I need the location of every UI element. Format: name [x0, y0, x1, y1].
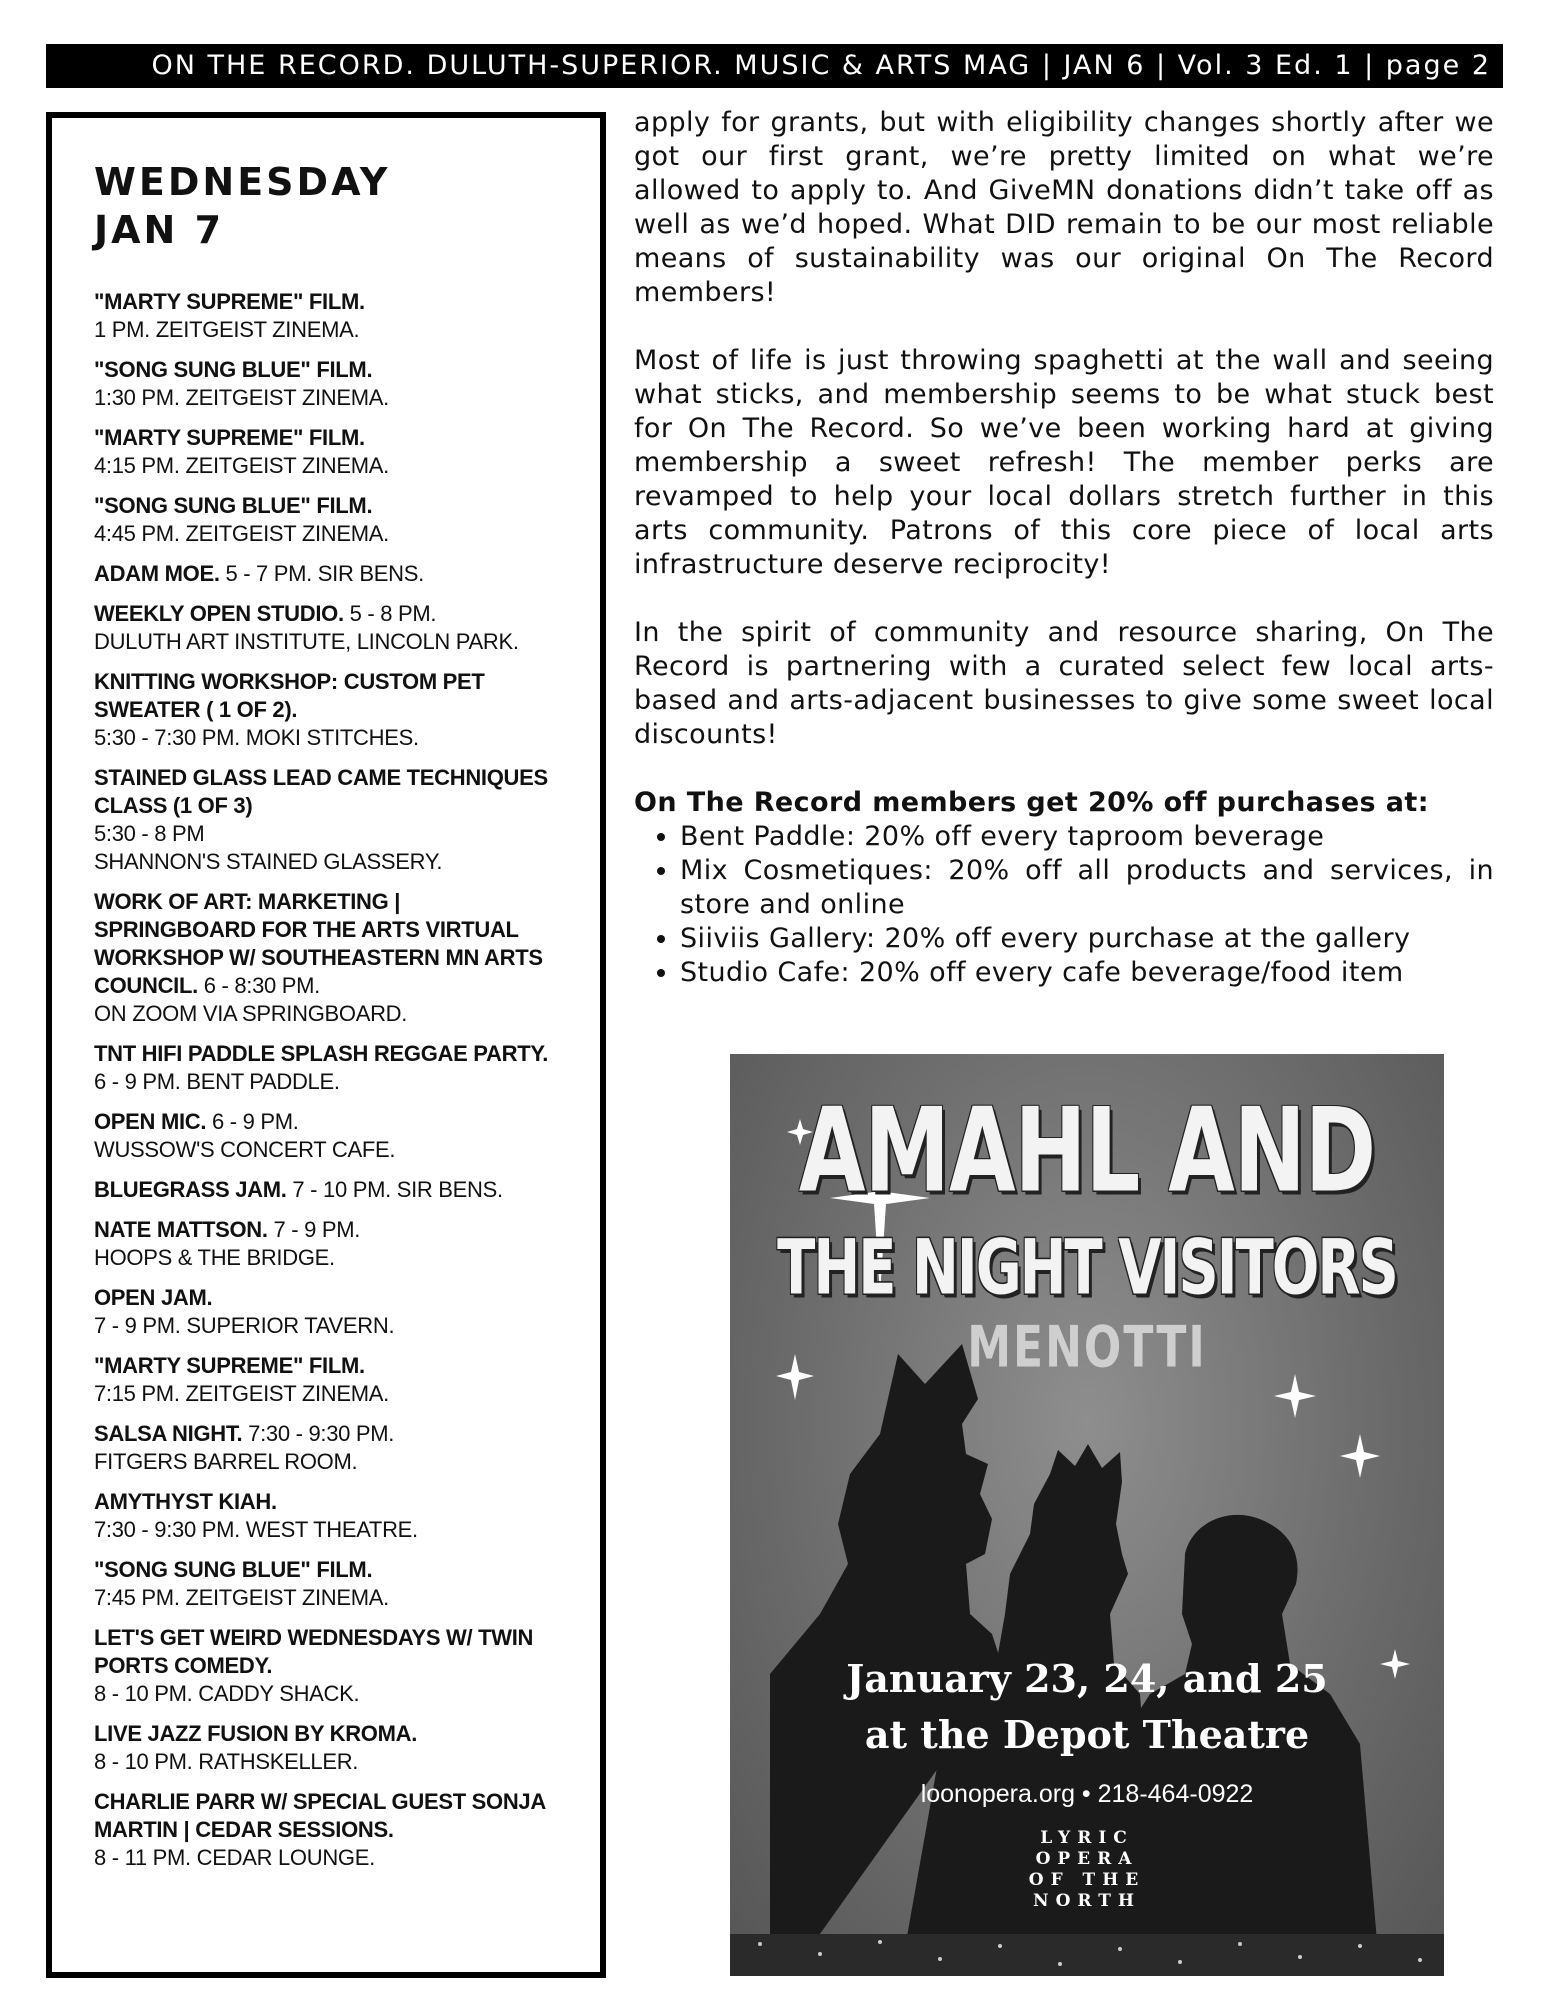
- event-detail: 5:30 - 8 PM: [94, 821, 205, 846]
- event-title: OPEN MIC.: [94, 1109, 207, 1134]
- event-heading-line: [94, 764, 560, 820]
- day-date: JAN 7: [94, 208, 225, 252]
- calendar-event: [94, 1488, 560, 1544]
- perks-heading: On The Record members get 20% off purchases at:: [634, 787, 1429, 818]
- event-heading-line: [94, 1488, 560, 1516]
- event-heading-line: [94, 560, 560, 588]
- calendar-event: [94, 1420, 560, 1476]
- event-detail: ON ZOOM VIA SPRINGBOARD.: [94, 1001, 408, 1026]
- event-detail: SHANNON'S STAINED GLASSERY.: [94, 849, 443, 874]
- perk-item: • Mix Cosmetiques: 20% off all products and services, in store and online: [680, 854, 1494, 922]
- event-detail: 8 - 10 PM. RATHSKELLER.: [94, 1749, 359, 1774]
- events-calendar: [46, 112, 606, 1978]
- event-detail: DULUTH ART INSTITUTE, LINCOLN PARK.: [94, 629, 519, 654]
- calendar-event: [94, 1284, 560, 1340]
- poster-composer: MENOTTI: [967, 1314, 1207, 1381]
- event-heading-line: [94, 1352, 560, 1380]
- calendar-event: [94, 560, 560, 588]
- event-title: WORK OF ART: MARKETING | SPRINGBOARD FOR THE ARTS VIRTUAL WORKSHOP W/ SOUTHEASTERN MN ARTS COUNCIL.: [94, 889, 543, 998]
- article-paragraph: apply for grants, but with eligibility changes shortly after we got our first grant, we’re pretty limited on what we’re allowed to apply to. And GiveMN donations didn’t take off as well as we’d hoped. What DID remain to be our most reliable means of sustainability was our original On The Record members!: [634, 107, 1494, 308]
- perk-item: • Bent Paddle: 20% off every taproom beverage: [680, 820, 1494, 854]
- event-heading-line: [94, 1624, 560, 1680]
- event-time: 6 - 9 PM.: [206, 1109, 299, 1134]
- calendar-event: [94, 1176, 560, 1204]
- event-list: [94, 288, 560, 1872]
- event-detail: 7:30 - 9:30 PM. WEST THEATRE.: [94, 1517, 418, 1542]
- event-heading-line: [94, 1720, 560, 1748]
- perks-list: [634, 820, 1494, 990]
- event-title: KNITTING WORKSHOP: CUSTOM PET SWEATER ( 1 OF 2).: [94, 669, 485, 722]
- event-title: "SONG SUNG BLUE" FILM.: [94, 493, 373, 518]
- perk-item: • Siiviis Gallery: 20% off every purchase at the gallery: [680, 922, 1494, 956]
- poster-title-line2: THE NIGHT VISITORS: [777, 1224, 1397, 1313]
- event-title: "SONG SUNG BLUE" FILM.: [94, 1557, 373, 1582]
- event-detail: 1 PM. ZEITGEIST ZINEMA.: [94, 317, 360, 342]
- event-heading-line: [94, 1108, 560, 1136]
- calendar-day-heading: [94, 158, 560, 254]
- poster-venue: at the Depot Theatre: [864, 1712, 1310, 1757]
- logo-line: OPERA: [1035, 1849, 1139, 1869]
- event-title: "MARTY SUPREME" FILM.: [94, 289, 365, 314]
- event-title: LIVE JAZZ FUSION BY KROMA.: [94, 1721, 418, 1746]
- event-heading-line: [94, 668, 560, 724]
- ground-glitter: [730, 1934, 1444, 1976]
- calendar-event: [94, 424, 560, 480]
- event-detail: 5:30 - 7:30 PM. MOKI STITCHES.: [94, 725, 419, 750]
- lyric-opera-logo: [730, 1828, 1444, 1912]
- event-title: ADAM MOE.: [94, 561, 220, 586]
- event-title: AMYTHYST KIAH.: [94, 1489, 277, 1514]
- calendar-event: [94, 668, 560, 752]
- calendar-event: [94, 1788, 560, 1872]
- calendar-event: [94, 1720, 560, 1776]
- poster-contact: loonopera.org • 218-464-0922: [920, 1780, 1254, 1808]
- event-detail: 4:45 PM. ZEITGEIST ZINEMA.: [94, 521, 389, 546]
- event-heading-line: [94, 1788, 560, 1844]
- event-heading-line: [94, 1556, 560, 1584]
- perk-item: • Studio Cafe: 20% off every cafe beverage/food item: [680, 956, 1494, 990]
- event-title: "SONG SUNG BLUE" FILM.: [94, 357, 373, 382]
- logo-line: OF THE: [1028, 1870, 1146, 1890]
- event-detail: 4:15 PM. ZEITGEIST ZINEMA.: [94, 453, 389, 478]
- calendar-event: [94, 1040, 560, 1096]
- event-time: 5 - 7 PM. SIR BENS.: [219, 561, 424, 586]
- event-heading-line: [94, 1216, 560, 1244]
- calendar-event: [94, 1216, 560, 1272]
- event-detail: 7:15 PM. ZEITGEIST ZINEMA.: [94, 1381, 389, 1406]
- event-heading-line: [94, 424, 560, 452]
- event-title: OPEN JAM.: [94, 1285, 213, 1310]
- opera-poster: [730, 1054, 1444, 1976]
- event-detail: FITGERS BARREL ROOM.: [94, 1449, 358, 1474]
- event-time: 5 - 8 PM.: [343, 601, 437, 626]
- calendar-event: [94, 764, 560, 876]
- masthead-text: ON THE RECORD. DULUTH-SUPERIOR. MUSIC & ARTS MAG | JAN 6 | Vol. 3 Ed. 1 | page 2: [151, 50, 1491, 81]
- event-title: STAINED GLASS LEAD CAME TECHNIQUES CLASS (1 OF 3): [94, 765, 548, 818]
- event-title: SALSA NIGHT.: [94, 1421, 243, 1446]
- event-title: CHARLIE PARR W/ SPECIAL GUEST SONJA MARTIN | CEDAR SESSIONS.: [94, 1789, 546, 1842]
- day-name: WEDNESDAY: [94, 160, 391, 204]
- event-title: TNT HIFI PADDLE SPLASH REGGAE PARTY.: [94, 1041, 549, 1066]
- poster-title-line1: AMAHL AND: [798, 1084, 1376, 1219]
- poster-dates: January 23, 24, and 25: [846, 1656, 1328, 1701]
- event-detail: WUSSOW'S CONCERT CAFE.: [94, 1137, 396, 1162]
- event-detail: 8 - 11 PM. CEDAR LOUNGE.: [94, 1845, 375, 1870]
- article-paragraph: In the spirit of community and resource sharing, On The Record is partnering with a curated select few local arts-based and arts-adjacent businesses to give some sweet local discounts!: [634, 617, 1494, 750]
- event-detail: 8 - 10 PM. CADDY SHACK.: [94, 1681, 360, 1706]
- event-time: 6 - 9 PM. BENT PADDLE.: [94, 1069, 340, 1094]
- event-detail: 1:30 PM. ZEITGEIST ZINEMA.: [94, 385, 389, 410]
- logo-line: NORTH: [1033, 1891, 1141, 1911]
- article-column: [634, 106, 1494, 990]
- masthead-bar: [46, 44, 1503, 88]
- calendar-event: [94, 600, 560, 656]
- event-detail: 7 - 9 PM. SUPERIOR TAVERN.: [94, 1313, 395, 1338]
- event-title: NATE MATTSON.: [94, 1217, 268, 1242]
- calendar-event: [94, 888, 560, 1028]
- calendar-event: [94, 1556, 560, 1612]
- event-heading-line: [94, 1420, 560, 1448]
- calendar-event: [94, 356, 560, 412]
- event-title: WEEKLY OPEN STUDIO.: [94, 601, 344, 626]
- event-heading-line: [94, 1040, 560, 1096]
- logo-line: LYRIC: [1040, 1828, 1134, 1848]
- event-heading-line: [94, 288, 560, 316]
- event-detail: HOOPS & THE BRIDGE.: [94, 1245, 335, 1270]
- article-paragraph: Most of life is just throwing spaghetti at the wall and seeing what sticks, and membership seems to be what stuck best for On The Record. So we’ve been working hard at giving membership a sweet refresh! The member perks are revamped to help your local dollars stretch further in this arts community. Patrons of this core piece of local arts infrastructure deserve reciprocity!: [634, 345, 1494, 580]
- event-title: "MARTY SUPREME" FILM.: [94, 1353, 365, 1378]
- calendar-event: [94, 1352, 560, 1408]
- calendar-event: [94, 1108, 560, 1164]
- event-time: 7 - 9 PM.: [267, 1217, 361, 1242]
- event-heading-line: [94, 600, 560, 628]
- calendar-event: [94, 492, 560, 548]
- event-time: 7:30 - 9:30 PM.: [242, 1421, 395, 1446]
- event-time: 6 - 8:30 PM.: [197, 973, 320, 998]
- event-time: 7 - 10 PM. SIR BENS.: [286, 1177, 503, 1202]
- event-heading-line: [94, 492, 560, 520]
- event-heading-line: [94, 356, 560, 384]
- event-heading-line: [94, 1176, 560, 1204]
- event-detail: 7:45 PM. ZEITGEIST ZINEMA.: [94, 1585, 389, 1610]
- calendar-event: [94, 288, 560, 344]
- event-heading-line: [94, 1284, 560, 1312]
- event-heading-line: [94, 888, 560, 1000]
- event-title: BLUEGRASS JAM.: [94, 1177, 287, 1202]
- event-title: "MARTY SUPREME" FILM.: [94, 425, 365, 450]
- event-title: LET'S GET WEIRD WEDNESDAYS W/ TWIN PORTS COMEDY.: [94, 1625, 534, 1678]
- calendar-event: [94, 1624, 560, 1708]
